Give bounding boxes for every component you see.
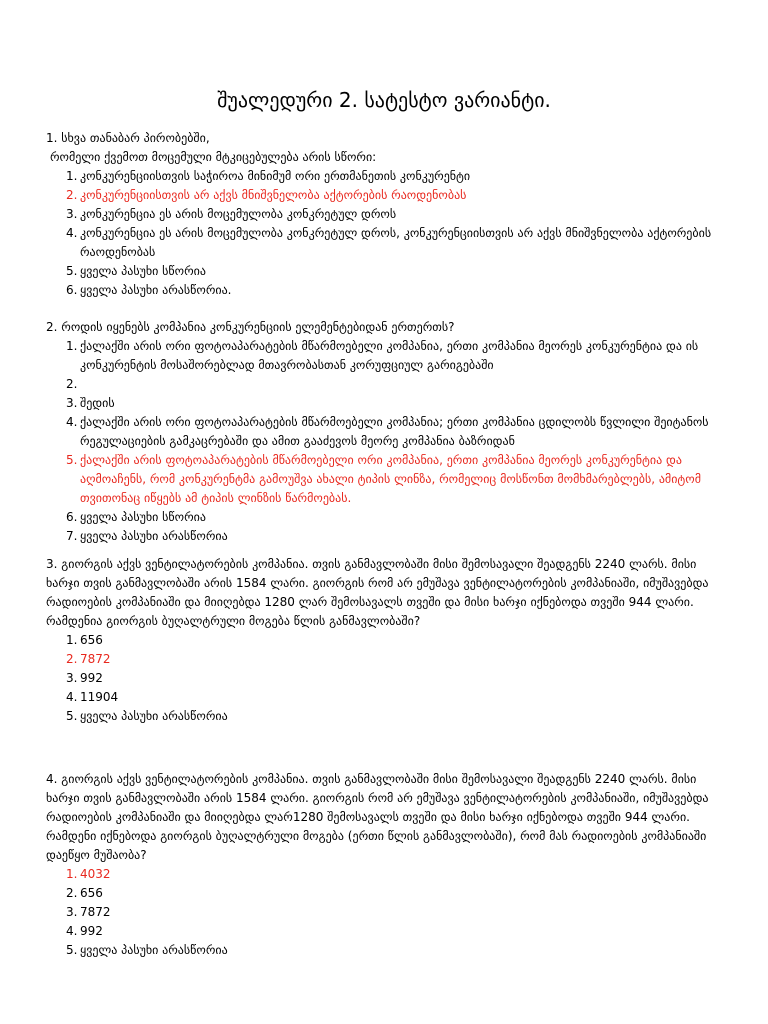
answer-option (46, 865, 732, 884)
question-1 (46, 129, 732, 300)
answer-option-number: 3. (66, 905, 78, 919)
answer-option (46, 262, 732, 281)
answer-option-text: კონკურენცია ეს არის მოცემულობა კონკრეტულ დროს, კონკურენციისთვის არ აქვს მნიშვნელობა აქტორების რაოდენობას (80, 226, 712, 259)
answer-option-text: ყველა პასუხი არასწორია (80, 943, 228, 957)
answer-option-number: 3. (66, 207, 78, 221)
answer-option-number: 3. (66, 671, 78, 685)
answer-option (46, 884, 732, 903)
answer-option (46, 375, 732, 394)
answer-option-text: შედის (80, 396, 115, 410)
answer-option-text: 992 (80, 924, 103, 938)
answer-option (46, 337, 732, 375)
answer-option (46, 669, 732, 688)
answer-option-text: 4032 (80, 867, 111, 881)
answer-option-text: კონკურენციისთვის არ აქვს მნიშვნელობა აქტორების რაოდენობას (80, 188, 467, 202)
question-1-stem-line: 1. სხვა თანაბარ პირობებში, (46, 131, 210, 145)
answer-option-text: ქალაქში არის ორი ფოტოაპარატების მწარმოებელი კომპანია, ერთი კომპანია მეორეს კონკურენტია და ის კონკურენტის მოსაშორებლად მთავრობასთან კორუფციულ გარიგებაში (80, 339, 699, 372)
question-2-options (46, 337, 732, 546)
question-1-options (46, 167, 732, 300)
answer-option (46, 527, 732, 546)
answer-option-number: 4. (66, 226, 78, 240)
answer-option-number: 3. (66, 396, 78, 410)
answer-option (46, 413, 732, 451)
answer-option-text: 11904 (80, 690, 119, 704)
answer-option (46, 224, 732, 262)
answer-option (46, 922, 732, 941)
answer-option-number: 6. (66, 283, 78, 297)
question-4-options (46, 865, 732, 960)
question-3-options (46, 631, 732, 726)
answer-option (46, 186, 732, 205)
answer-option-text: ყველა პასუხი არასწორია (80, 529, 228, 543)
answer-option (46, 631, 732, 650)
answer-option-number: 5. (66, 453, 78, 467)
answer-option-number: 2. (66, 377, 78, 391)
answer-option-text: ყველა პასუხი არასწორია (80, 709, 228, 723)
answer-option-number: 4. (66, 924, 78, 938)
answer-option-number: 6. (66, 510, 78, 524)
question-2-stem (46, 318, 732, 337)
answer-option-number: 1. (66, 867, 78, 881)
answer-option-text: 7872 (80, 905, 111, 919)
answer-option-number: 2. (66, 188, 78, 202)
answer-option (46, 508, 732, 527)
answer-option-text: ყველა პასუხი არასწორია. (80, 283, 232, 297)
answer-option-number: 5. (66, 264, 78, 278)
answer-option-number: 2. (66, 886, 78, 900)
question-3 (46, 555, 732, 726)
answer-option-number: 2. (66, 652, 78, 666)
answer-option-number: 5. (66, 943, 78, 957)
answer-option-number: 1. (66, 633, 78, 647)
answer-option (46, 903, 732, 922)
answer-option-text: კონკურენცია ეს არის მოცემულობა კონკრეტულ დროს (80, 207, 397, 221)
answer-option-text: ქალაქში არის ფოტოაპარატების მწარმოებელი ორი კომპანია, ერთი კომპანია მეორეს კონკურენტია და აღმოაჩენს, რომ კონკურენტმა გამოუშვა ახალი ტიპის ლინზა, რომელიც მოსწონთ მომხმარებლებს, ამიტომ თვითონაც იწყებს ამ ტიპის ლინზის წარმოებას. (80, 453, 701, 505)
document-title: შუალედური 2. სატესტო ვარიანტი. (217, 88, 551, 112)
answer-option-number: 7. (66, 529, 78, 543)
answer-option (46, 688, 732, 707)
answer-option-number: 1. (66, 169, 78, 183)
answer-option-text: ყველა პასუხი სწორია (80, 264, 206, 278)
question-4 (46, 770, 732, 960)
answer-option (46, 394, 732, 413)
answer-option-number: 4. (66, 415, 78, 429)
answer-option-text: 656 (80, 633, 103, 647)
answer-option (46, 205, 732, 224)
answer-option-text: ყველა პასუხი სწორია (80, 510, 206, 524)
question-1-stem-line: რომელი ქვემოთ მოცემული მტკიცებულება არის სწორი: (50, 150, 377, 164)
question-4-stem (46, 770, 732, 865)
answer-option (46, 707, 732, 726)
answer-option (46, 650, 732, 669)
answer-option-text: 7872 (80, 652, 111, 666)
answer-option-text: 656 (80, 886, 103, 900)
answer-option (46, 941, 732, 960)
answer-option-text: კონკურენციისთვის საჭიროა მინიმუმ ორი ერთმანეთის კონკურენტი (80, 169, 471, 183)
answer-option (46, 167, 732, 186)
question-1-stem (46, 129, 732, 167)
answer-option-text: ქალაქში არის ორი ფოტოაპარატების მწარმოებელი კომპანია; ერთი კომპანია ცდილობს წვლილი შეიტანოს რეგულაციების გამკაცრებაში და ამით გააძევოს მეორე კომპანია ბაზრიდან (80, 415, 709, 448)
question-3-stem-line: 3. გიორგის აქვს ვენტილატორების კომპანია. თვის განმავლობაში მისი შემოსავალი შეადგენს 2240 ლარს. მისი ხარჯი თვის განმავლობაში არის 1584 ლარი. გიორგის რომ არ ემუშავა ვენტილატორების კომპანიაში, იმუშავებდა რადიოების კომპანიაში და მიიღებდა 1280 ლარ შემოსავალს თვეში და მისი ხარჯი იქნებოდა თვეში 944 ლარი. რამდენია გიორგის ბუღალტრული მოგება წლის განმავლობაში? (46, 557, 709, 628)
question-4-stem-line: 4. გიორგის აქვს ვენტილატორების კომპანია. თვის განმავლობაში მისი შემოსავალი შეადგენს 2240 ლარს. მისი ხარჯი თვის განმავლობაში არის 1584 ლარი. გიორგის რომ არ ემუშავა ვენტილატორების კომპანიაში, იმუშავებდა რადიოების კომპანიაში და მიიღებდა ლარ1280 შემოსავალს თვეში და მისი ხარჯი იქნებოდა თვეში 944 ლარი. რამდენი იქნებოდა გიორგის ბუღალტრული მოგება (ერთი წლის განმავლობაში), რომ მას რადიოების კომპანიაში დაეწყო მუშაობა? (46, 772, 709, 862)
answer-option-number: 1. (66, 339, 78, 353)
question-2 (46, 318, 732, 546)
answer-option-number: 5. (66, 709, 78, 723)
question-3-stem (46, 555, 732, 631)
answer-option-text: 992 (80, 671, 103, 685)
answer-option-number: 4. (66, 690, 78, 704)
question-2-stem-line: 2. როდის იყენებს კომპანია კონკურენციის ელემენტებიდან ერთერთს? (46, 320, 455, 334)
answer-option (46, 451, 732, 508)
answer-option (46, 281, 732, 300)
